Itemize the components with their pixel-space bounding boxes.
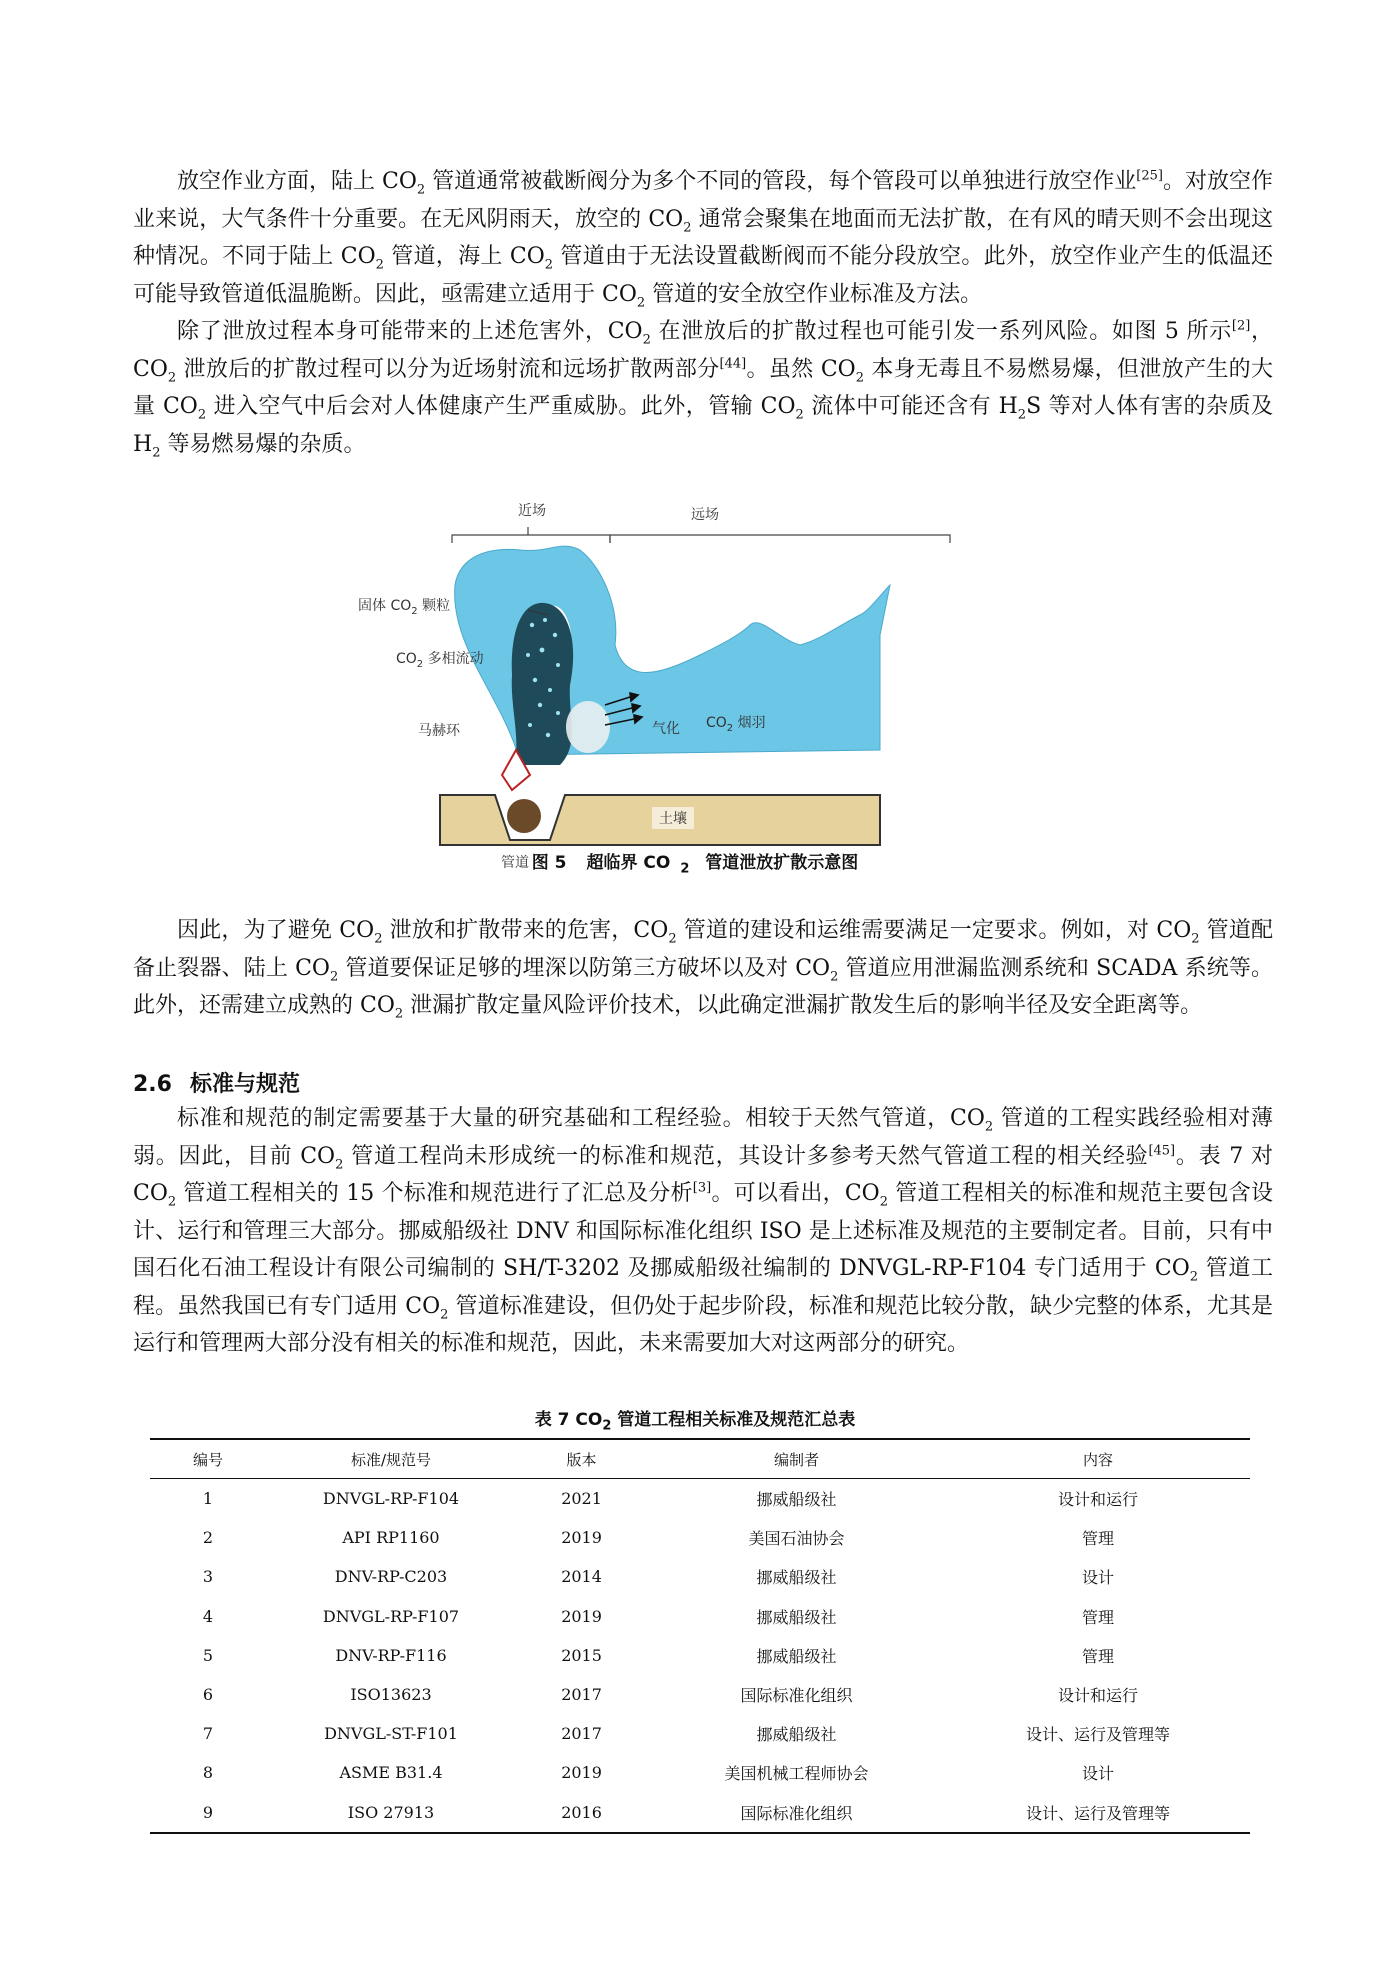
pipe-circle	[507, 799, 541, 833]
cell-standard: API RP1160	[342, 1528, 440, 1548]
text-run: 在泄放后的扩散过程也可能引发一系列风险。如图 5 所示	[650, 319, 1232, 344]
text-run: 泄放和扩散带来的危害，CO	[382, 918, 669, 943]
subscript: 2	[984, 1119, 994, 1135]
table-row	[150, 1597, 1250, 1636]
citation: [45]	[1148, 1143, 1176, 1159]
text-run: 除了泄放过程本身可能带来的上述危害外，CO	[177, 319, 643, 344]
col-header-author: 编制者	[647, 1439, 946, 1479]
cell-number: 6	[202, 1685, 214, 1705]
subscript: 2	[636, 294, 646, 310]
cell-author: 挪威船级社	[756, 1725, 837, 1745]
table-row	[150, 1714, 1250, 1753]
table-caption: 表 7 $CO_2$ 管道工程相关标准及规范汇总表	[534, 1410, 856, 1434]
cell-number: 2	[202, 1528, 214, 1548]
cell-content: 管理	[1081, 1646, 1114, 1666]
text-run: 。对放空作业来说，大气条件十分重要。在无风阴雨天，放空的 CO	[133, 169, 1273, 232]
text-run: 管道，海上 CO	[383, 244, 545, 269]
subscript: 2	[1017, 407, 1027, 423]
text-run: 流体中可能还含有 H	[803, 394, 1018, 419]
text-run: 放空作业方面，陆上 CO	[177, 169, 417, 194]
text-run: S 等对人体有害的杂质及 H	[133, 394, 1273, 457]
text-run: 通常会聚集在地面而无法扩散，在有风的晴天则不会出现这种情况。不同于陆上 CO	[133, 206, 1273, 269]
table-row	[150, 1675, 1250, 1714]
pipe-label: 管道	[501, 855, 529, 871]
subscript: 2	[335, 1156, 344, 1172]
subscript: 2	[642, 332, 651, 348]
subscript: 2	[197, 407, 207, 423]
text-run: 标准和规范的制定需要基于大量的研究基础和工程经验。相较于天然气管道，CO	[177, 1106, 985, 1131]
cell-number: 7	[202, 1724, 214, 1744]
cell-version: 2016	[516, 1793, 647, 1833]
cell-content: 设计和运行	[1057, 1686, 1138, 1706]
cell-number: 9	[150, 1793, 266, 1833]
subscript: 2	[440, 1306, 449, 1322]
subscript: 2	[374, 931, 383, 947]
cell-standard: DNV-RP-F116	[335, 1645, 447, 1665]
cell-standard: ISO13623	[350, 1685, 432, 1705]
cell-version: 2021	[561, 1489, 602, 1509]
text-run: 管道工程。虽然我国已有专门适用 CO	[133, 1256, 1273, 1319]
vaporization-label: 气化	[652, 721, 680, 737]
cell-author: 美国机械工程师协会	[724, 1764, 869, 1784]
table-row	[150, 1793, 1250, 1833]
cell-author: 国际标准化组织	[740, 1686, 853, 1706]
text-run: 管道的安全放空作业标准及方法。	[645, 281, 983, 307]
cell-author: 挪威船级社	[756, 1607, 837, 1627]
table-row	[150, 1557, 1250, 1596]
subscript: 2	[683, 219, 692, 235]
text-run: 管道应用泄漏监测系统和 SCADA 系统等。此外，还需建立成熟的 CO	[133, 955, 1273, 1018]
text-run: 管道标准建设，但仍处于起步阶段，标准和规范比较分散，缺少完整的体系，尤其是运行和管理两大部分没有相关的标准和规范，因此，未来需要加大对这两部分的研究。	[133, 1293, 1273, 1356]
far-field-label: 远场	[691, 507, 719, 523]
col-header-number: 编号	[150, 1439, 266, 1479]
cell-author: 挪威船级社	[756, 1490, 837, 1510]
paragraph-venting	[133, 163, 1273, 313]
text-run: 管道工程相关的标准和规范主要包含设计、运行和管理三大部分。挪威船级社 DNV 和国际标准化组织 ISO 是上述标准及规范的主要制定者。目前，只有中国石化石油工程设计有限公司编制的 SH/T-3202 及挪威船级社编制的 DNVGL-RP-F104 专门适用于 CO	[133, 1181, 1273, 1281]
citation: [44]	[719, 356, 747, 372]
multiphase-jet	[512, 603, 573, 765]
cell-number: 5	[202, 1645, 214, 1665]
subscript: 2	[329, 968, 339, 984]
subscript: 2	[830, 968, 839, 984]
subscript: 2	[879, 1194, 888, 1210]
text-run: 管道要保证足够的埋深以防第三方破坏以及对 CO	[338, 955, 831, 981]
text-run: 管道的工程实践经验相对薄弱。因此，目前 CO	[133, 1106, 1273, 1169]
text-run: 进入空气中后会对人体健康产生严重威胁。此外，管输 CO	[206, 394, 796, 419]
figure-caption-text: 超临界 CO $_2$ 管道泄放扩散示意图	[586, 853, 859, 877]
figure-number: 图 5	[531, 853, 567, 873]
plume-label: $CO_2$ 烟羽	[706, 715, 766, 734]
table-row	[150, 1753, 1250, 1792]
cell-content: 设计	[1081, 1568, 1114, 1588]
cell-standard: DNV-RP-C203	[334, 1567, 448, 1587]
body-text-block-1	[133, 163, 1273, 463]
cell-standard: DNVGL-RP-F104	[322, 1489, 460, 1509]
text-run: 管道配备止裂器、陆上 CO	[133, 918, 1274, 981]
standards-table	[150, 1438, 1250, 1834]
cell-version: 2014	[561, 1567, 602, 1587]
cell-author: 挪威船级社	[756, 1568, 837, 1588]
body-text-block-3	[133, 1100, 1273, 1363]
citation: [25]	[1136, 168, 1163, 184]
near-field-label: 近场	[518, 503, 546, 519]
citation: [3]	[692, 1180, 712, 1196]
text-run: 等易燃易爆的杂质。	[160, 431, 366, 457]
cell-number: 3	[202, 1567, 214, 1587]
text-run: 泄漏扩散定量风险评价技术，以此确定泄漏扩散发生后的影响半径及安全距离等。	[403, 993, 1203, 1018]
cell-version: 2017	[561, 1724, 602, 1744]
figure-caption	[0, 848, 1390, 877]
cell-standard: ASME B31.4	[339, 1763, 443, 1783]
text-run: 泄放后的扩散过程可以分为近场射流和远场扩散两部分	[176, 356, 720, 382]
subscript: 2	[167, 369, 177, 385]
cell-content: 设计和运行	[1057, 1490, 1138, 1510]
text-run: 。虽然 CO	[746, 356, 856, 382]
cell-content: 设计、运行及管理等	[946, 1793, 1250, 1833]
paragraph-construction	[133, 912, 1273, 1025]
cell-content: 管理	[1081, 1529, 1114, 1549]
col-header-standard: 标准/规范号	[266, 1439, 516, 1479]
table-row	[150, 1636, 1250, 1675]
cell-content: 设计	[1081, 1764, 1114, 1784]
cell-version: 2015	[561, 1645, 602, 1665]
text-run: 因此，为了避免 CO	[177, 918, 375, 943]
paragraph-dispersion	[133, 313, 1273, 463]
cell-version: 2019	[561, 1763, 602, 1783]
cell-author: 挪威船级社	[756, 1646, 837, 1666]
cell-content: 管理	[1081, 1607, 1114, 1627]
cell-author: 国际标准化组织	[647, 1793, 946, 1833]
text-run: 管道工程尚未形成统一的标准和规范，其设计多参考天然气管道工程的相关经验	[343, 1143, 1149, 1169]
section-number: 2.6	[133, 1072, 172, 1097]
subscript: 2	[416, 182, 426, 198]
subscript: 2	[1189, 1269, 1199, 1285]
cell-content: 设计、运行及管理等	[1025, 1725, 1170, 1745]
subscript: 2	[152, 444, 161, 460]
cell-standard: DNVGL-ST-F101	[324, 1724, 458, 1744]
text-run: ，CO	[133, 319, 1273, 382]
paragraph-standards	[133, 1100, 1273, 1363]
cell-number: 8	[202, 1763, 214, 1783]
soil-label: 土壤	[659, 811, 687, 827]
solid-particles-label: 固体 $CO_2$ 颗粒	[358, 598, 451, 617]
text-run: 。表 7 对 CO	[133, 1143, 1274, 1206]
text-run: 管道工程相关的 15 个标准和规范进行了汇总及分析	[176, 1181, 693, 1206]
text-run: 管道通常被截断阀分为多个不同的管段，每个管段可以单独进行放空作业	[425, 169, 1137, 194]
col-header-content: 内容	[946, 1439, 1250, 1479]
text-run: 。可以看出，CO	[711, 1181, 880, 1206]
section-title: 标准与规范	[189, 1072, 300, 1097]
table-header-row	[150, 1439, 1250, 1479]
text-run: 管道的建设和运维需要满足一定要求。例如，对 CO	[676, 918, 1192, 943]
cell-version: 2017	[561, 1685, 602, 1705]
subscript: 2	[544, 257, 554, 273]
body-text-block-2	[133, 912, 1273, 1025]
subscript: 2	[668, 931, 677, 947]
subscript: 2	[855, 369, 864, 385]
col-header-version: 版本	[516, 1439, 647, 1479]
table-row	[150, 1479, 1250, 1519]
cell-number: 4	[202, 1606, 214, 1626]
cell-standard: DNVGL-RP-F107	[322, 1606, 460, 1626]
text-run: 管道由于无法设置截断阀而不能分段放空。此外，放空作业产生的低温还可能导致管道低温脆断。因此，亟需建立适用于 CO	[133, 244, 1274, 307]
near-field-bracket	[452, 535, 610, 543]
vaporization-glow	[566, 701, 610, 753]
cell-number: 1	[202, 1489, 214, 1509]
subscript: 2	[795, 407, 804, 423]
subscript: 2	[375, 257, 384, 273]
text-run: 本身无毒且不易燃易爆，但泄放产生的大量 CO	[133, 356, 1273, 419]
mach-ring-label: 马赫环	[418, 723, 460, 739]
citation: [2]	[1231, 318, 1251, 334]
subscript: 2	[1191, 931, 1200, 947]
section-heading	[133, 1067, 318, 1098]
subscript: 2	[394, 1006, 404, 1022]
cell-author: 美国石油协会	[748, 1529, 845, 1549]
subscript: 2	[167, 1194, 177, 1210]
cell-version: 2019	[561, 1606, 602, 1626]
table-row	[150, 1518, 1250, 1557]
multiphase-label: $CO_2$ 多相流动	[396, 651, 484, 670]
cell-standard: ISO 27913	[266, 1793, 516, 1833]
cell-version: 2019	[561, 1528, 602, 1548]
far-field-bracket	[610, 535, 950, 543]
